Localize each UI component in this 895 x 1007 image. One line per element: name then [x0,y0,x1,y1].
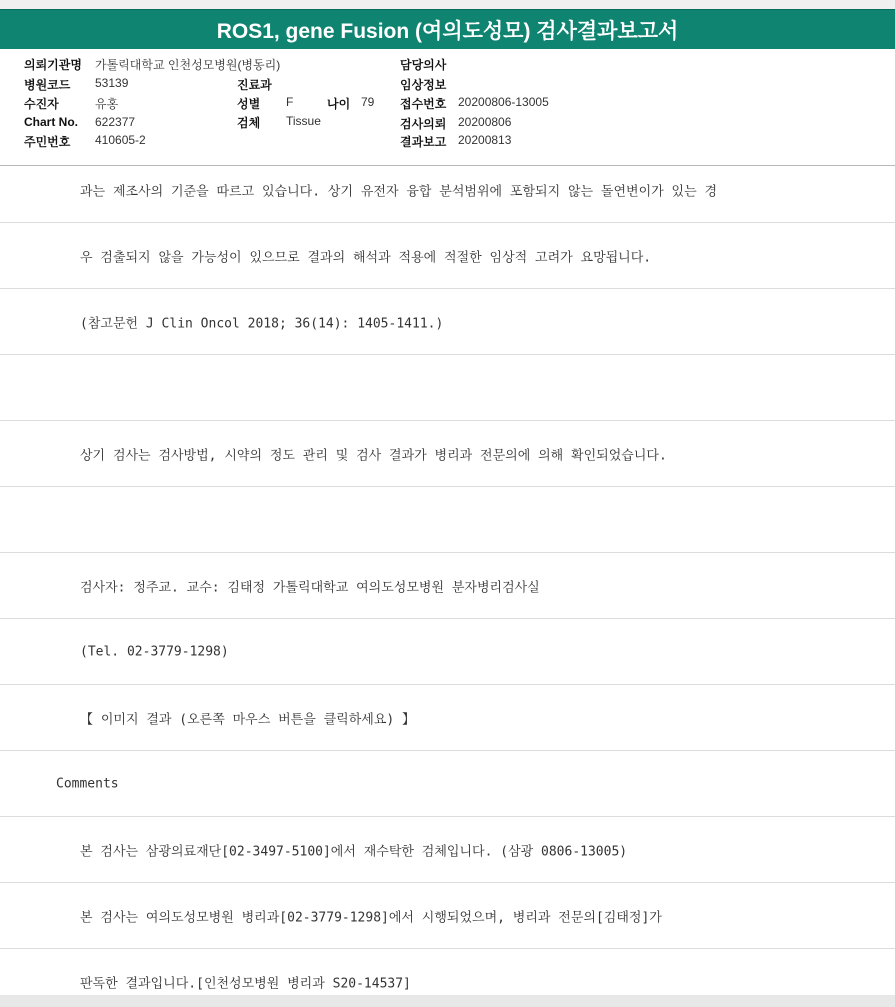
hospital-code-label: 병원코드 [24,78,71,92]
report-line-text: 검사자: 정주교. 교수: 김태정 가톨릭대학교 여의도성모병원 분자병리검사실 [80,580,540,595]
report-line-text: (참고문헌 J Clin Oncol 2018; 36(14): 1405-1411.) [80,316,444,331]
receipt-no-value: 20200806-13005 [458,95,549,109]
report-row [0,289,895,355]
report-line-text: 본 검사는 삼광의료재단[02-3497-5100]에서 재수탁한 검체입니다. (삼광 0806-13005) [80,844,628,859]
sex-value: F [286,95,294,109]
specimen-label: 검체 [237,116,261,130]
resident-no-label: 주민번호 [24,135,71,149]
report-row [0,487,895,553]
doctor-label: 담당의사 [400,58,447,72]
report-row [0,883,895,949]
report-row [0,553,895,619]
report-date-value: 20200813 [458,133,512,147]
recipient-value: 유홍 [95,97,119,111]
report-line-text: 판독한 결과입니다.[인천성모병원 병리과 S20-14537] [80,976,411,991]
department-label: 진료과 [237,78,272,92]
report-row [0,421,895,487]
report-row [0,949,895,995]
comments-heading: Comments [56,776,119,791]
chart-no-value: 622377 [95,115,136,129]
image-result-row[interactable] [0,685,895,751]
report-line-text: 본 검사는 여의도성모병원 병리과[02-3779-1298]에서 시행되었으며, 병리과 전문의[김태정]가 [80,910,662,925]
report-date-label: 결과보고 [400,135,447,149]
image-result-link[interactable]: 【 이미지 결과 (오른쪽 마우스 버튼을 클릭하세요) 】 [80,712,416,727]
institution-label: 의뢰기관명 [24,58,82,72]
report-line-text: (Tel. 02-3779-1298) [80,644,229,659]
sex-label: 성별 [237,97,261,111]
specimen-value: Tissue [286,114,321,128]
report-body[interactable] [0,166,895,995]
institution-value: 가톨릭대학교 인천성모병원(병동리) [95,58,281,72]
report-line-text: 우 검출되지 않을 가능성이 있으므로 결과의 해석과 적용에 적절한 임상적 고려가 요망됩니다. [80,250,652,265]
report-line-text: 상기 검사는 검사방법, 시약의 정도 관리 및 검사 결과가 병리과 전문의에 의해 확인되었습니다. [80,448,667,463]
receipt-no-label: 접수번호 [400,97,447,111]
bottom-divider [0,995,895,1007]
report-row [0,166,895,223]
report-title: ROS1, gene Fusion (여의도성모) 검사결과보고서 [216,19,679,43]
recipient-label: 수진자 [24,97,59,111]
report-row [0,355,895,421]
hospital-code-value: 53139 [95,76,129,90]
comments-heading-row [0,751,895,817]
report-row [0,817,895,883]
clinical-info-label: 임상정보 [400,78,447,92]
request-date-label: 검사의뢰 [400,117,447,131]
resident-no-value: 410605-2 [95,133,146,147]
report-row [0,619,895,685]
report-line-text: 과는 제조사의 기준을 따르고 있습니다. 상기 유전자 융합 분석범위에 포함되지 않는 돌연변이가 있는 경 [80,184,718,199]
report-row [0,223,895,289]
age-label: 나이 [327,97,351,111]
age-value: 79 [361,95,375,109]
chart-no-label: Chart No. [24,115,78,129]
request-date-value: 20200806 [458,115,512,129]
patient-info-panel [0,49,895,166]
report-title-bar [0,9,895,50]
